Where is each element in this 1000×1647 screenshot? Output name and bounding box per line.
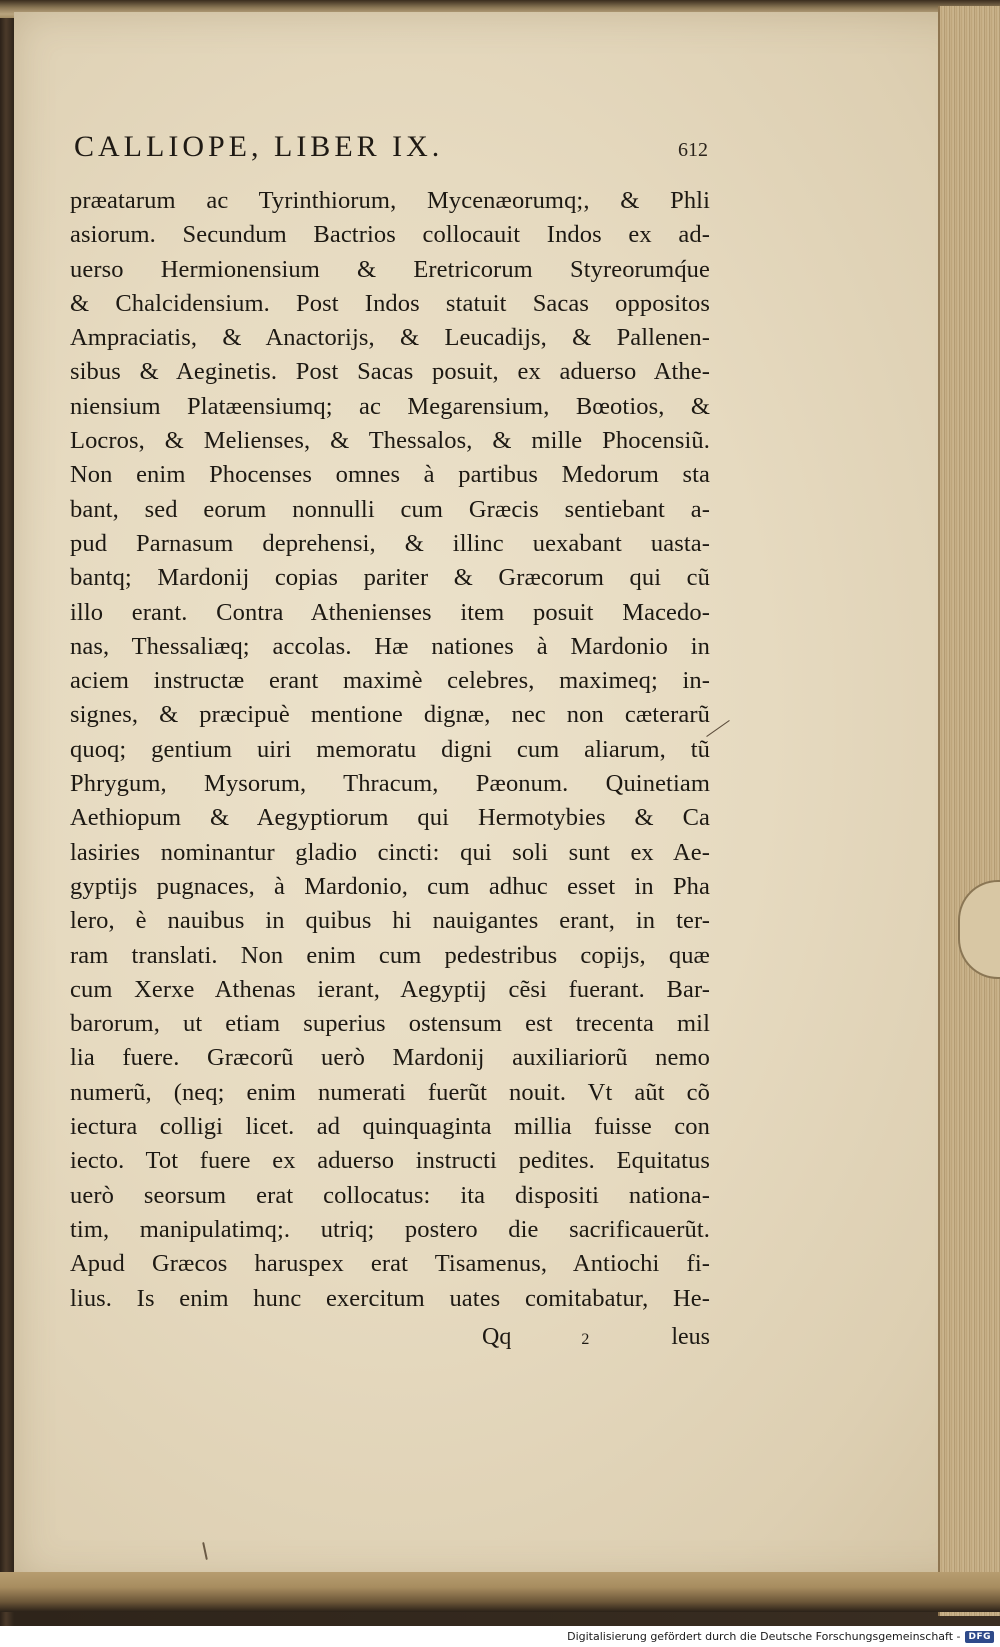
- book-bottom-edge: [0, 1572, 1000, 1612]
- credit-bar: [0, 1626, 1000, 1647]
- text-line: lius. Is enim hunc exercitum uates comitabatur, He-: [70, 1284, 710, 1312]
- text-line: præatarum ac Tyrinthiorum, Mycenæorumq;, & Phli: [70, 187, 710, 214]
- folio-number: 612: [678, 139, 708, 161]
- text-line: Phrygum, Mysorum, Thracum, Pæonum. Quinetiam: [70, 770, 710, 798]
- catchword: leus: [671, 1323, 710, 1350]
- text-line: lero, è nauibus in quibus hi nauigantes erant, in ter-: [70, 907, 710, 935]
- text-line: lasiries nominantur gladio cincti: qui soli sunt ex Ae-: [70, 838, 710, 866]
- text-line: ram translati. Non enim cum pedestribus copijs, quæ: [70, 941, 710, 969]
- text-line: sibus & Aeginetis. Post Sacas posuit, ex aduerso Athe-: [70, 358, 710, 386]
- text-line: pud Parnasum deprehensi, & illinc uexabant uasta-: [70, 529, 710, 557]
- text-line: signes, & præcipuè mentione dignæ, nec non cæterarũ: [70, 701, 710, 729]
- text-line: iecto. Tot fuere ex aduerso instructi pedites. Equitatus: [70, 1147, 710, 1175]
- text-line: & Chalcidensium. Post Indos statuit Sacas oppositos: [70, 289, 710, 317]
- text-line: aciem instructæ erant maximè celebres, maximeq; in-: [70, 667, 710, 695]
- text-line: tim, manipulatimq;. utriq; postero die sacrificauerũt.: [70, 1215, 710, 1243]
- signature-number: 2: [581, 1330, 590, 1348]
- text-line: Aethiopum & Aegyptiorum qui Hermotybies & Ca: [70, 804, 710, 832]
- dfg-logo-icon: DFG: [965, 1631, 994, 1643]
- text-line: Apud Græcos haruspex erat Tisamenus, Antiochi fi-: [70, 1250, 710, 1278]
- text-block: [70, 130, 710, 1351]
- text-line: quoq; gentium uiri memoratu digni cum aliarum, tũ: [70, 735, 710, 763]
- text-line: asiorum. Secundum Bactrios collocauit Indos ex ad-: [70, 221, 710, 249]
- text-line: Non enim Phocenses omnes à partibus Medorum sta: [70, 461, 710, 489]
- body-text: [70, 184, 710, 1316]
- running-head-title: CALLIOPE, LIBER IX.: [74, 130, 444, 163]
- text-line: uerso Hermionensium & Eretricorum Styreorumq́ue: [70, 255, 710, 283]
- text-line: bantq; Mardonij copias pariter & Græcorum qui cũ: [70, 564, 710, 592]
- text-line: niensium Platæensiumq; ac Megarensium, Bœotios, &: [70, 392, 710, 420]
- running-head: [70, 130, 710, 184]
- text-line: iectura colligi licet. ad quinquaginta millia fuisse con: [70, 1113, 710, 1141]
- text-line: nas, Thessaliæq; accolas. Hæ nationes à Mardonio in: [70, 632, 710, 660]
- paper-leaf: [14, 12, 976, 1582]
- text-line: gyptijs pugnaces, à Mardonio, cum adhuc esset in Pha: [70, 872, 710, 900]
- text-line: Locros, & Melienses, & Thessalos, & mille Phocensiũ.: [70, 427, 710, 455]
- text-line: barorum, ut etiam superius ostensum est trecenta mil: [70, 1010, 710, 1038]
- signature-mark: Qq: [481, 1323, 512, 1350]
- text-line: numerũ, (neq; enim numerati fuerũt nouit. Vt aũt cõ: [70, 1078, 710, 1106]
- text-line: lia fuere. Græcorũ uerò Mardonij auxiliariorũ nemo: [70, 1044, 710, 1072]
- page-footer-line: [70, 1324, 710, 1351]
- text-line: cum Xerxe Athenas ierant, Aegyptij cẽsi fuerant. Bar-: [70, 975, 710, 1003]
- text-line: Ampraciatis, & Anactorijs, & Leucadijs, & Pallenen-: [70, 324, 710, 352]
- stray-ink-mark: [202, 1542, 208, 1560]
- text-line: uerò seorsum erat collocatus: ita dispositi nationa-: [70, 1181, 710, 1209]
- text-line: bant, sed eorum nonnulli cum Græcis sentiebant a-: [70, 495, 710, 523]
- text-line: illo erant. Contra Athenienses item posuit Macedo-: [70, 598, 710, 626]
- fore-edge-page-stack: [938, 6, 1000, 1616]
- funding-credit: Digitalisierung gefördert durch die Deutsche Forschungsgemeinschaft -: [567, 1630, 961, 1643]
